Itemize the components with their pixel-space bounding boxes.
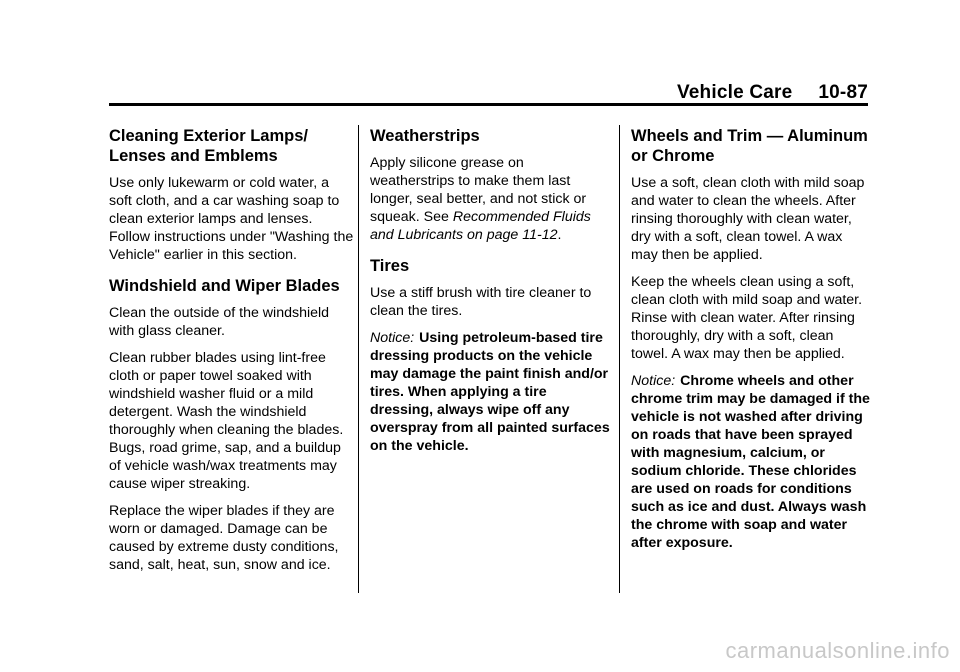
wheels-paragraph-1: Use a soft, clean cloth with mild soap and water to clean the wheels. After rinsing thoroughly with clean water, dry with a soft, clean towel. A wax may then be applied. xyxy=(631,175,865,263)
wiper-paragraph-3: Replace the wiper blades if they are worn or damaged. Damage can be caused by extreme dusty conditions, sand, salt, heat, sun, snow and ice. xyxy=(109,503,339,573)
weatherstrips-paragraph xyxy=(370,154,610,244)
watermark: carmanualsonline.info xyxy=(725,638,950,663)
notice-label: Notice: xyxy=(370,330,415,346)
header-rule xyxy=(109,103,868,106)
wheels-notice-text: Chrome wheels and other chrome trim may be damaged if the vehicle is not washed after driving on roads that have been sprayed with magnesium, calcium, or sodium chloride. These chlorides are used on roads for conditions such as ice and dust. Always wash the chrome with soap and water after exposure. xyxy=(631,373,870,551)
wiper-heading: Windshield and Wiper Blades xyxy=(109,277,340,295)
notice-label: Notice: xyxy=(631,373,676,389)
lamps-heading: Cleaning Exterior Lamps/ Lenses and Emblems xyxy=(109,127,308,165)
weatherstrips-end: . xyxy=(557,227,562,243)
weatherstrips-heading: Weatherstrips xyxy=(370,127,480,145)
wiper-paragraph-2: Clean rubber blades using lint-free cloth or paper towel soaked with windshield washer fluid or a mild detergent. Wash the windshield thoroughly when cleaning the blades. Bugs, road grime, sap, and a buildup of vehicle wash/wax treatments may cause wiper streaking. xyxy=(109,350,344,492)
lamps-paragraph: Use only lukewarm or cold water, a soft cloth, and a car washing soap to clean exterior lamps and lenses. Follow instructions under "Washing the Vehicle" earlier in this section. xyxy=(109,175,354,263)
wheels-notice xyxy=(631,372,871,552)
wheels-heading: Wheels and Trim — Aluminum or Chrome xyxy=(631,127,868,165)
tires-notice xyxy=(370,329,610,455)
section-title: Vehicle Care xyxy=(676,82,793,103)
wiper-paragraph-1: Clean the outside of the windshield with glass cleaner. xyxy=(109,305,330,339)
column-divider-1 xyxy=(358,125,359,593)
tires-heading: Tires xyxy=(370,257,410,275)
tires-paragraph: Use a stiff brush with tire cleaner to clean the tires. xyxy=(370,285,592,319)
weatherstrips-text: Apply silicone grease on weatherstrips to make them last longer, seal better, and not stick or squeak. See xyxy=(370,155,587,225)
column-divider-2 xyxy=(619,125,620,593)
wheels-paragraph-2: Keep the wheels clean using a soft, clean cloth with mild soap and water. Rinse with clean water. After rinsing thoroughly, dry with a soft, clean towel. A wax may then be applied. xyxy=(631,274,863,362)
page-number: 10-87 xyxy=(818,82,868,103)
page-header xyxy=(677,82,868,104)
column-1 xyxy=(109,126,354,583)
fluids-reference-link[interactable]: Recommended Fluids and Lubricants on page 11-12 xyxy=(370,209,591,243)
column-3 xyxy=(631,126,871,561)
tires-notice-text: Using petroleum-based tire dressing products on the vehicle may damage the paint finish and/or tires. When applying a tire dressing, always wipe off any overspray from all painted surfaces on the vehicle. xyxy=(370,330,610,454)
column-2 xyxy=(370,126,610,464)
